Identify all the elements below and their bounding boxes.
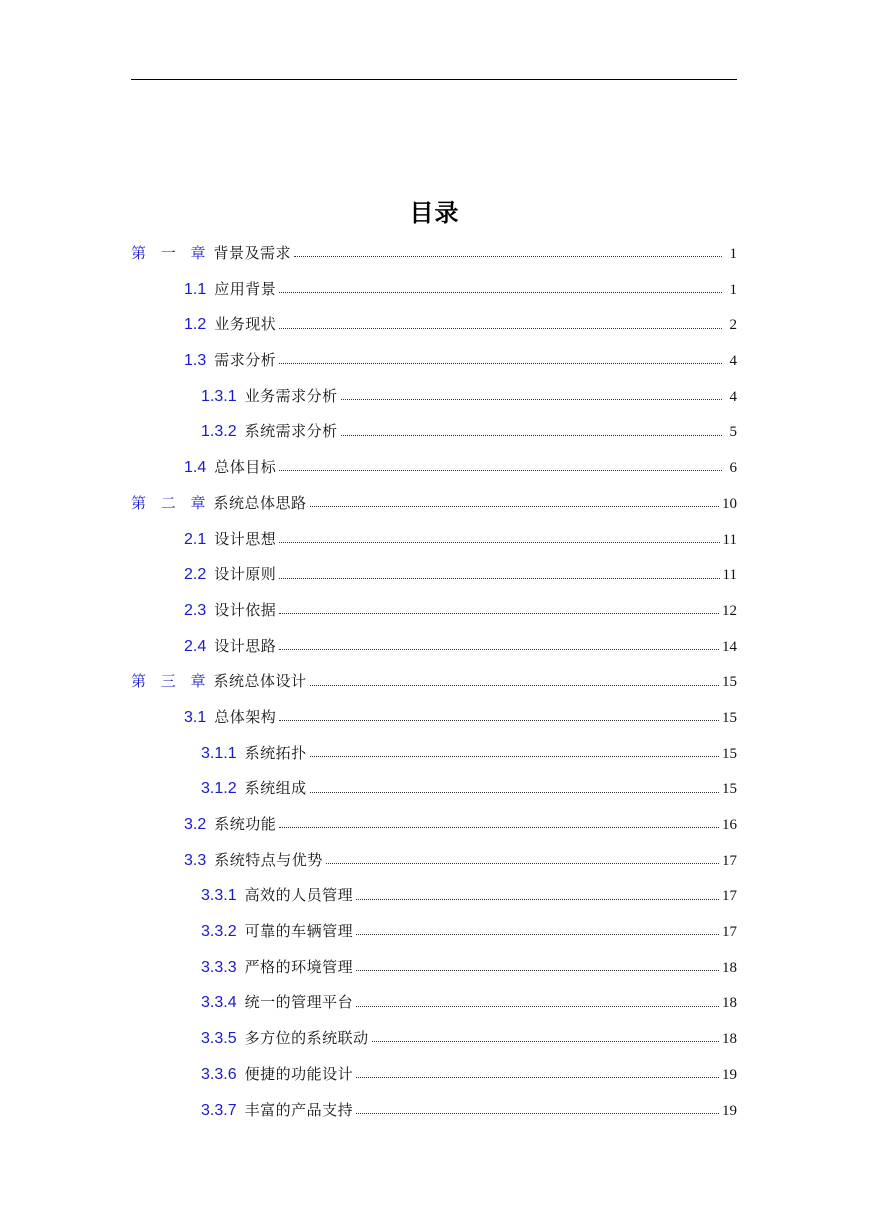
- toc-entry-label: 统一的管理平台: [244, 993, 354, 1012]
- toc-entry[interactable]: [131, 878, 737, 914]
- toc-entry[interactable]: [131, 700, 737, 736]
- toc-entry-number: 3.3.1: [201, 887, 237, 905]
- toc-entry[interactable]: [131, 985, 737, 1021]
- toc-entry-label: 总体目标: [214, 458, 277, 477]
- toc-entry-number: 2.3: [184, 601, 207, 619]
- toc-entry-label: 系统需求分析: [244, 422, 338, 441]
- toc-entry-number: 3.3.2: [201, 923, 237, 941]
- toc-entry[interactable]: [131, 771, 737, 807]
- toc-dot-leader: [279, 613, 719, 614]
- toc-entry[interactable]: [131, 522, 737, 558]
- toc-dot-leader: [279, 578, 719, 579]
- toc-entry-number: 1.1: [184, 280, 207, 298]
- toc-entry[interactable]: [131, 557, 737, 593]
- toc-entry[interactable]: [131, 950, 737, 986]
- toc-dot-leader: [279, 720, 719, 721]
- toc-entry-page: 5: [729, 424, 737, 441]
- toc-entry-number: 3.1.2: [201, 780, 237, 798]
- toc-entry-label: 严格的环境管理: [244, 957, 354, 976]
- toc-entry-number: 1.3.2: [201, 423, 237, 441]
- toc-dot-leader: [356, 970, 719, 971]
- toc-entry-number: 3.3.7: [201, 1101, 237, 1119]
- toc-dot-leader: [356, 1077, 719, 1078]
- toc-dot-leader: [310, 756, 719, 757]
- toc-entry-number: 3.3.6: [201, 1065, 237, 1083]
- toc-entry-page: 12: [722, 602, 737, 619]
- toc-entry-number: 3.1.1: [201, 744, 237, 762]
- header-rule: [131, 79, 737, 80]
- toc-entry-label: 系统组成: [244, 779, 307, 798]
- toc-entry[interactable]: [131, 664, 737, 700]
- toc-entry-page: 11: [722, 567, 737, 584]
- toc-entry[interactable]: [131, 450, 737, 486]
- toc-dot-leader: [356, 1113, 719, 1114]
- toc-dot-leader: [310, 506, 719, 507]
- toc-dot-leader: [341, 399, 722, 400]
- toc-entry-label: 设计思路: [214, 636, 277, 655]
- toc-entry-number: 1.4: [184, 459, 207, 477]
- toc-entry-label: 高效的人员管理: [244, 886, 354, 905]
- toc-dot-leader: [279, 827, 719, 828]
- toc-dot-leader: [356, 899, 719, 900]
- toc-entry-label: 系统功能: [214, 815, 277, 833]
- toc-entry-label: 业务需求分析: [244, 386, 338, 405]
- toc-entry-label: 系统特点与优势: [214, 850, 323, 869]
- toc-entry-number: 3.3.4: [201, 994, 237, 1012]
- toc-entry[interactable]: [131, 593, 737, 629]
- toc-entry[interactable]: [131, 843, 737, 879]
- toc-dot-leader: [356, 934, 719, 935]
- toc-entry-label: 多方位的系统联动: [244, 1029, 369, 1048]
- toc-dot-leader: [294, 256, 722, 257]
- toc-entry-page: 2: [729, 317, 737, 334]
- toc-entry-number: 2.2: [184, 566, 207, 584]
- toc-entry-page: 19: [722, 1066, 737, 1083]
- toc-entry-label: 设计原则: [214, 565, 277, 584]
- toc-entry[interactable]: [131, 629, 737, 665]
- toc-entry[interactable]: [131, 807, 737, 843]
- toc-entry-page: 6: [729, 460, 737, 477]
- toc-entry-label: 设计依据: [214, 600, 277, 619]
- toc-entry-number: 3.1: [184, 708, 207, 726]
- toc-dot-leader: [279, 542, 719, 543]
- toc-entry-label: 总体架构: [214, 707, 277, 726]
- toc-entry-page: 1: [729, 246, 737, 262]
- toc-entry-page: 18: [722, 995, 737, 1012]
- toc-entry-page: 10: [722, 495, 737, 512]
- toc-entry[interactable]: [131, 1093, 737, 1129]
- toc-entry-number: 第 二 章: [131, 493, 211, 512]
- toc-entry[interactable]: [131, 736, 737, 772]
- toc-entry-label: 系统总体设计: [213, 672, 307, 691]
- toc-entry[interactable]: [131, 486, 737, 522]
- toc-entry-label: 丰富的产品支持: [244, 1100, 354, 1119]
- toc-entry-number: 3.2: [184, 816, 207, 833]
- toc-entry[interactable]: [131, 1021, 737, 1057]
- toc-entry[interactable]: [131, 272, 737, 308]
- toc-entry-label: 系统总体思路: [213, 493, 307, 512]
- toc-entry-page: 14: [722, 638, 737, 655]
- toc-dot-leader: [372, 1041, 719, 1042]
- toc-dot-leader: [310, 685, 719, 686]
- table-of-contents: [131, 236, 737, 1128]
- toc-entry-page: 11: [722, 531, 737, 548]
- toc-entry-number: 第 一 章: [131, 244, 211, 262]
- toc-entry[interactable]: [131, 914, 737, 950]
- toc-entry-page: 1: [729, 281, 737, 298]
- toc-entry-page: 19: [722, 1102, 737, 1119]
- toc-entry[interactable]: [131, 236, 737, 272]
- toc-entry[interactable]: [131, 343, 737, 379]
- toc-entry-page: 18: [722, 1031, 737, 1048]
- toc-entry-number: 3.3: [184, 851, 207, 869]
- toc-dot-leader: [356, 1006, 719, 1007]
- toc-entry-page: 17: [722, 888, 737, 905]
- toc-entry[interactable]: [131, 414, 737, 450]
- toc-entry-page: 15: [722, 745, 737, 762]
- toc-entry-page: 16: [722, 817, 737, 833]
- toc-entry-number: 2.1: [184, 530, 207, 548]
- toc-entry-page: 4: [729, 388, 737, 405]
- toc-dot-leader: [279, 292, 722, 293]
- toc-entry-label: 可靠的车辆管理: [244, 922, 354, 941]
- toc-dot-leader: [310, 792, 719, 793]
- toc-dot-leader: [279, 649, 719, 650]
- toc-entry-number: 1.3.1: [201, 387, 237, 405]
- toc-dot-leader: [279, 328, 722, 329]
- toc-entry-label: 业务现状: [214, 315, 277, 334]
- toc-entry-page: 17: [722, 852, 737, 869]
- toc-entry-label: 应用背景: [214, 279, 277, 298]
- toc-entry-number: 3.3.5: [201, 1030, 237, 1048]
- toc-entry-label: 背景及需求: [213, 244, 292, 262]
- toc-entry-number: 1.2: [184, 316, 207, 334]
- toc-entry-label: 系统拓扑: [244, 743, 307, 762]
- toc-entry-page: 4: [729, 353, 737, 370]
- toc-dot-leader: [341, 435, 722, 436]
- toc-entry-label: 设计思想: [214, 529, 277, 548]
- toc-entry-label: 便捷的功能设计: [244, 1064, 354, 1083]
- toc-entry-page: 15: [722, 674, 737, 691]
- page-title: 目录: [409, 199, 460, 227]
- toc-dot-leader: [279, 363, 722, 364]
- toc-entry-number: 第 三 章: [131, 672, 211, 691]
- toc-entry-number: 3.3.3: [201, 958, 237, 976]
- toc-entry-label: 需求分析: [214, 351, 277, 370]
- toc-entry-page: 15: [722, 709, 737, 726]
- toc-dot-leader: [326, 863, 719, 864]
- toc-entry-number: 1.3: [184, 352, 207, 370]
- toc-dot-leader: [279, 470, 722, 471]
- toc-entry[interactable]: [131, 379, 737, 415]
- toc-entry-page: 18: [722, 959, 737, 976]
- toc-entry-page: 17: [722, 924, 737, 941]
- toc-entry[interactable]: [131, 307, 737, 343]
- toc-entry-number: 2.4: [184, 637, 207, 655]
- toc-entry-page: 15: [722, 781, 737, 798]
- toc-entry[interactable]: [131, 1057, 737, 1093]
